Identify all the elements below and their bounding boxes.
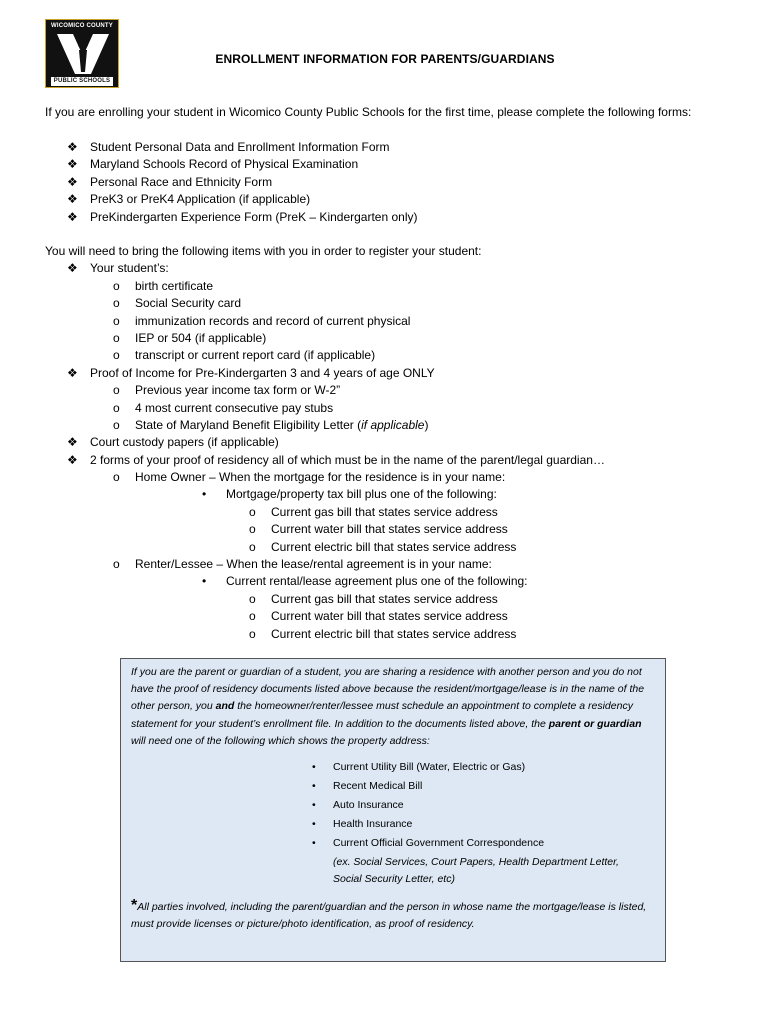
list-item: Current gas bill that states service address: [271, 591, 498, 606]
list-item: 4 most current consecutive pay stubs: [135, 400, 334, 415]
forms-list: [45, 139, 730, 226]
logo-top-text: WICOMICO COUNTY: [51, 23, 113, 29]
owner-label: Home Owner – When the mortgage for the residence is in your name:: [135, 470, 506, 485]
bring-intro: You will need to bring the following items with you in order to register your student:: [45, 244, 482, 258]
renter-label: Renter/Lessee – When the lease/rental agreement is in your name:: [135, 557, 492, 572]
note-sub-line: Social Security Letter, etc): [333, 873, 455, 885]
list-item: ❖ Personal Race and Ethnicity Form: [67, 174, 273, 189]
note-paragraph: If you are the parent or guardian of a student, you are sharing a residence with another person and you do not have the proof of residency documents listed above because the resident/mortgage/lease is in the name of the other person, you and the homeowner/renter/lessee must schedule an appointment to complete a residency statement for your student’s enrollment file. In addition to the documents listed above, the parent or guardian will need one of the following which shows the property address:: [131, 666, 645, 747]
benefit-letter-item: State of Maryland Benefit Eligibility Letter (if applicable): [135, 417, 429, 432]
residency-label: 2 forms of your proof of residency all of which must be in the name of the parent/legal guardian…: [90, 452, 605, 467]
custody-item: Court custody papers (if applicable): [90, 435, 279, 450]
list-item: IEP or 504 (if applicable): [135, 330, 267, 345]
students-label: Your student’s:: [90, 261, 169, 276]
list-item: Current water bill that states service address: [271, 522, 508, 537]
list-item: ❖ PreK3 or PreK4 Application (if applicable): [67, 192, 311, 207]
page-title: ENROLLMENT INFORMATION FOR PARENTS/GUARDIANS: [215, 52, 555, 66]
list-item: ❖ Student Personal Data and Enrollment Information Form: [67, 140, 390, 154]
renter-bullet: Current rental/lease agreement plus one of the following:: [226, 574, 528, 589]
owner-bullet: Mortgage/property tax bill plus one of the following:: [226, 487, 497, 502]
list-item: Social Security card: [135, 296, 242, 311]
shared-residence-note: If you are the parent or guardian of a student, you are sharing a residence with another person and you do not have the proof of residency documents listed above because the resident/mortgage/lease is in the name of the other person, you and the homeowner/renter/lessee must schedule an appointment to complete a residency statement for your student’s enrollment file. In addition to the documents listed above, the parent or guardian will need one of the following which shows the property address: • Current Utility Bill (Water, Electric or Gas) • Recent Medical Bill • Auto Insurance • Health Insurance • Current Official Government Correspondence (ex. Social Services, Court Papers, Health Department Letter, Social Security Letter, etc) *All parties involved, including the parent/guardian and the person in whose name the mortgage/lease is listed, must provide licenses or picture/photo identification, as proof of residency.: [120, 658, 666, 962]
bring-list: You will need to bring the following items with you in order to register your student: ❖ Your student’s: o birth certificate o Social Security card o immunization records and record of current physical o IEP or 504 (if applicable) o transcript or current report card (if applicable) ❖ Proof of Income for Pre-Kindergarten 3 and 4 years of age ONLY o Previous year income tax form or W-2” o 4 most current consecutive pay stubs o State of Maryland Benefit Eligibility Letter (if applicable) ❖ Court custody papers (if applicable) ❖ 2 forms of your proof of residency all of which must be in the name of the parent/legal guardian… o Home Owner – When the mortgage for the residence is in your name: • Mortgage/property tax bill plus one of the following: o Current gas bill that states service address o Current water bill that states service address o Current electric bill that states service address o Renter/Lessee – When the lease/rental agreement is in your name: • Current rental/lease agreement plus one of the following: o Current gas bill that states service address o Current water bill that states service address o Current electric bill that states service address: [45, 243, 730, 643]
list-item: Current gas bill that states service address: [271, 504, 498, 519]
list-item: transcript or current report card (if applicable): [135, 348, 376, 363]
logo-bottom-text: PUBLIC SCHOOLS: [51, 77, 113, 86]
list-item: Current electric bill that states service address: [271, 539, 517, 554]
list-item: birth certificate: [135, 278, 214, 293]
income-label: Proof of Income for Pre-Kindergarten 3 and 4 years of age ONLY: [90, 365, 435, 380]
list-item: Current water bill that states service address: [271, 609, 508, 624]
list-item: Previous year income tax form or W-2”: [135, 383, 341, 398]
list-item: ❖ PreKindergarten Experience Form (PreK – Kindergarten only): [67, 209, 418, 224]
list-item: Current electric bill that states service address: [271, 626, 517, 641]
list-item: immunization records and record of current physical: [135, 313, 411, 328]
intro-text: If you are enrolling your student in Wicomico County Public Schools for the first time, please complete the following forms:: [45, 105, 692, 119]
note-sub-line: (ex. Social Services, Court Papers, Health Department Letter,: [333, 856, 619, 868]
note-footnote: *All parties involved, including the parent/guardian and the person in whose name the mortgage/lease is listed, must provide licenses or picture/photo identification, as proof of residency.: [131, 897, 647, 931]
list-item: ❖ Maryland Schools Record of Physical Examination: [67, 157, 359, 172]
